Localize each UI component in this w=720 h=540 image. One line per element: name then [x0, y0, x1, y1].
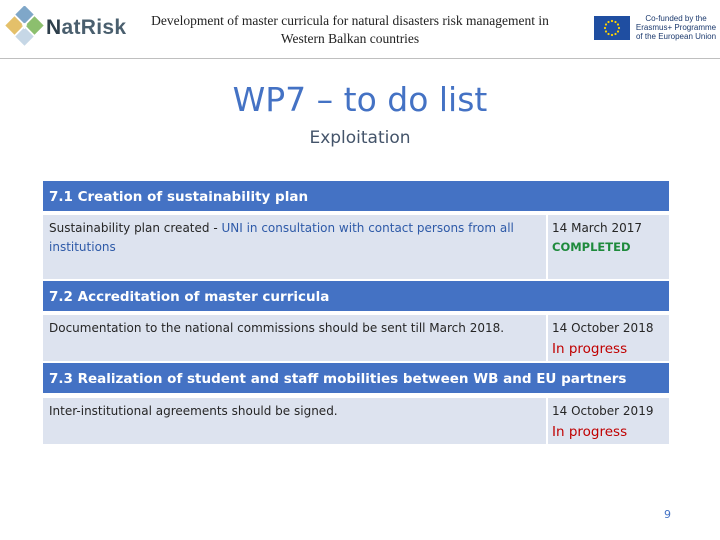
natrisk-logo-mark	[4, 6, 44, 50]
deadline-cell	[548, 315, 669, 361]
deadline-date: 14 October 2018	[552, 321, 654, 335]
slide-header	[0, 0, 720, 59]
deadline-date: 14 March 2017	[552, 221, 643, 235]
deadline-cell	[548, 215, 669, 279]
task-responsible: UNI in consultation with contact persons from all institutions	[49, 221, 514, 254]
deadline-date: 14 October 2019	[552, 404, 654, 418]
eu-cofunded-label: Co-funded by the Erasmus+ Programme of the European Union	[635, 14, 717, 41]
status-badge: In progress	[552, 341, 628, 357]
task-cell: Documentation to the national commissions should be sent till March 2018.	[43, 315, 546, 361]
section-heading-7-2: 7.2 Accreditation of master curricula	[43, 281, 669, 313]
section-heading-7-3: 7.3 Realization of student and staff mobilities between WB and EU partners	[43, 363, 669, 395]
eu-flag-icon	[594, 16, 630, 40]
table-row	[43, 215, 669, 279]
task-cell: Inter-institutional agreements should be signed.	[43, 398, 546, 444]
deadline-cell	[548, 398, 669, 444]
section-heading-7-1: 7.1 Creation of sustainability plan	[43, 181, 669, 213]
slide-title: WP7 – to do list	[232, 80, 488, 119]
status-badge: COMPLETED	[552, 240, 631, 254]
project-title: Development of master curricula for natural disasters risk management in Western Balkan countries	[151, 13, 549, 46]
natrisk-logo	[4, 6, 127, 50]
slide-subtitle: Exploitation	[309, 128, 411, 148]
task-cell	[43, 215, 546, 279]
logo-text: NatRisk	[46, 16, 127, 39]
task-text: Sustainability plan created -	[49, 221, 218, 235]
table-row	[43, 398, 669, 444]
table-row	[43, 315, 669, 361]
status-badge: In progress	[552, 424, 628, 440]
page-number: 9	[664, 508, 671, 521]
svg-text:✱: ✱	[21, 22, 28, 31]
